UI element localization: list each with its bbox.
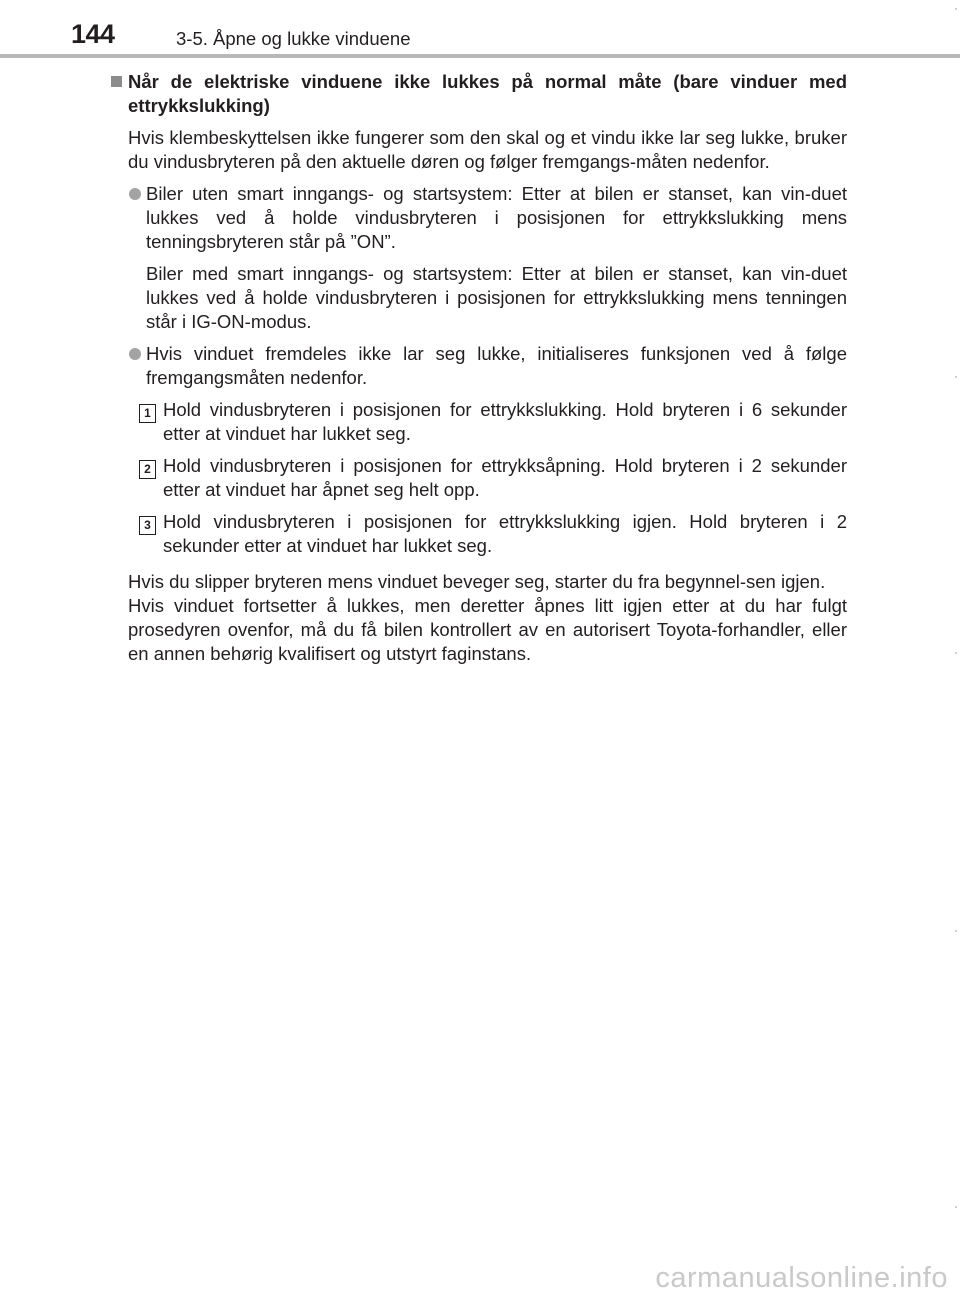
watermark-text: carmanualsonline.info [655,1262,948,1294]
edge-mark [955,8,957,10]
section-heading [109,70,847,118]
page-header [0,0,960,62]
bullet-text: Hvis vinduet fremdeles ikke lar seg lukke, initialiseres funksjonen ved å følge fremgangsmåten nedenfor. [146,343,847,388]
edge-mark [955,1206,957,1208]
bullet-text: Biler uten smart inngangs- og startsystem: Etter at bilen er stanset, kan vin-duet lukkes ved å holde vindusbryteren i posisjonen for ettrykkslukking mens tenningsbryteren står på ”ON”. [146,183,847,252]
step-number-badge: 3 [139,516,156,535]
step-item [146,398,847,446]
bullet-item [128,182,847,254]
edge-mark [955,652,957,654]
step-number-badge: 1 [139,404,156,423]
section-title: 3-5. Åpne og lukke vinduene [176,28,411,49]
step-number-badge: 2 [139,460,156,479]
step-item [146,510,847,558]
intro-paragraph: Hvis klembeskyttelsen ikke fungerer som den skal og et vindu ikke lar seg lukke, bruker du vindusbryteren på den aktuelle døren og følger fremgangs-måten nedenfor. [128,127,847,172]
closing-paragraph: Hvis du slipper bryteren mens vinduet beveger seg, starter du fra begynnel-sen igjen. [128,571,826,592]
page-content [109,70,847,666]
step-text: Hold vindusbryteren i posisjonen for ettrykkslukking. Hold bryteren i 6 sekunder etter at vinduet har lukket seg. [163,399,847,444]
closing-note [128,570,847,666]
step-item [146,454,847,502]
page-number: 144 [71,19,115,49]
bullet-item [128,342,847,390]
header-rule [0,54,960,58]
round-bullet-icon [129,348,141,360]
section-heading-text: Når de elektriske vinduene ikke lukkes på normal måte (bare vinduer med ettrykkslukking) [128,71,847,116]
edge-mark [955,930,957,932]
bullet-sub-paragraph: Biler med smart inngangs- og startsystem: Etter at bilen er stanset, kan vin-duet lukkes ved å holde vindusbryteren i posisjonen for ettrykkslukking mens tenningen står i IG-ON-modus. [146,263,847,332]
round-bullet-icon [129,188,141,200]
closing-paragraph: Hvis vinduet fortsetter å lukkes, men deretter åpnes litt igjen etter at du har fulgt prosedyren ovenfor, må du få bilen kontrollert av en autorisert Toyota-forhandler, eller en annen behørig kvalifisert og utstyrt faginstans. [128,595,847,664]
step-text: Hold vindusbryteren i posisjonen for ettrykkslukking igjen. Hold bryteren i 2 sekunder etter at vinduet har lukket seg. [163,511,847,556]
square-bullet-icon [111,76,122,87]
step-text: Hold vindusbryteren i posisjonen for ettrykksåpning. Hold bryteren i 2 sekunder etter at vinduet har åpnet seg helt opp. [163,455,847,500]
edge-mark [955,376,957,378]
